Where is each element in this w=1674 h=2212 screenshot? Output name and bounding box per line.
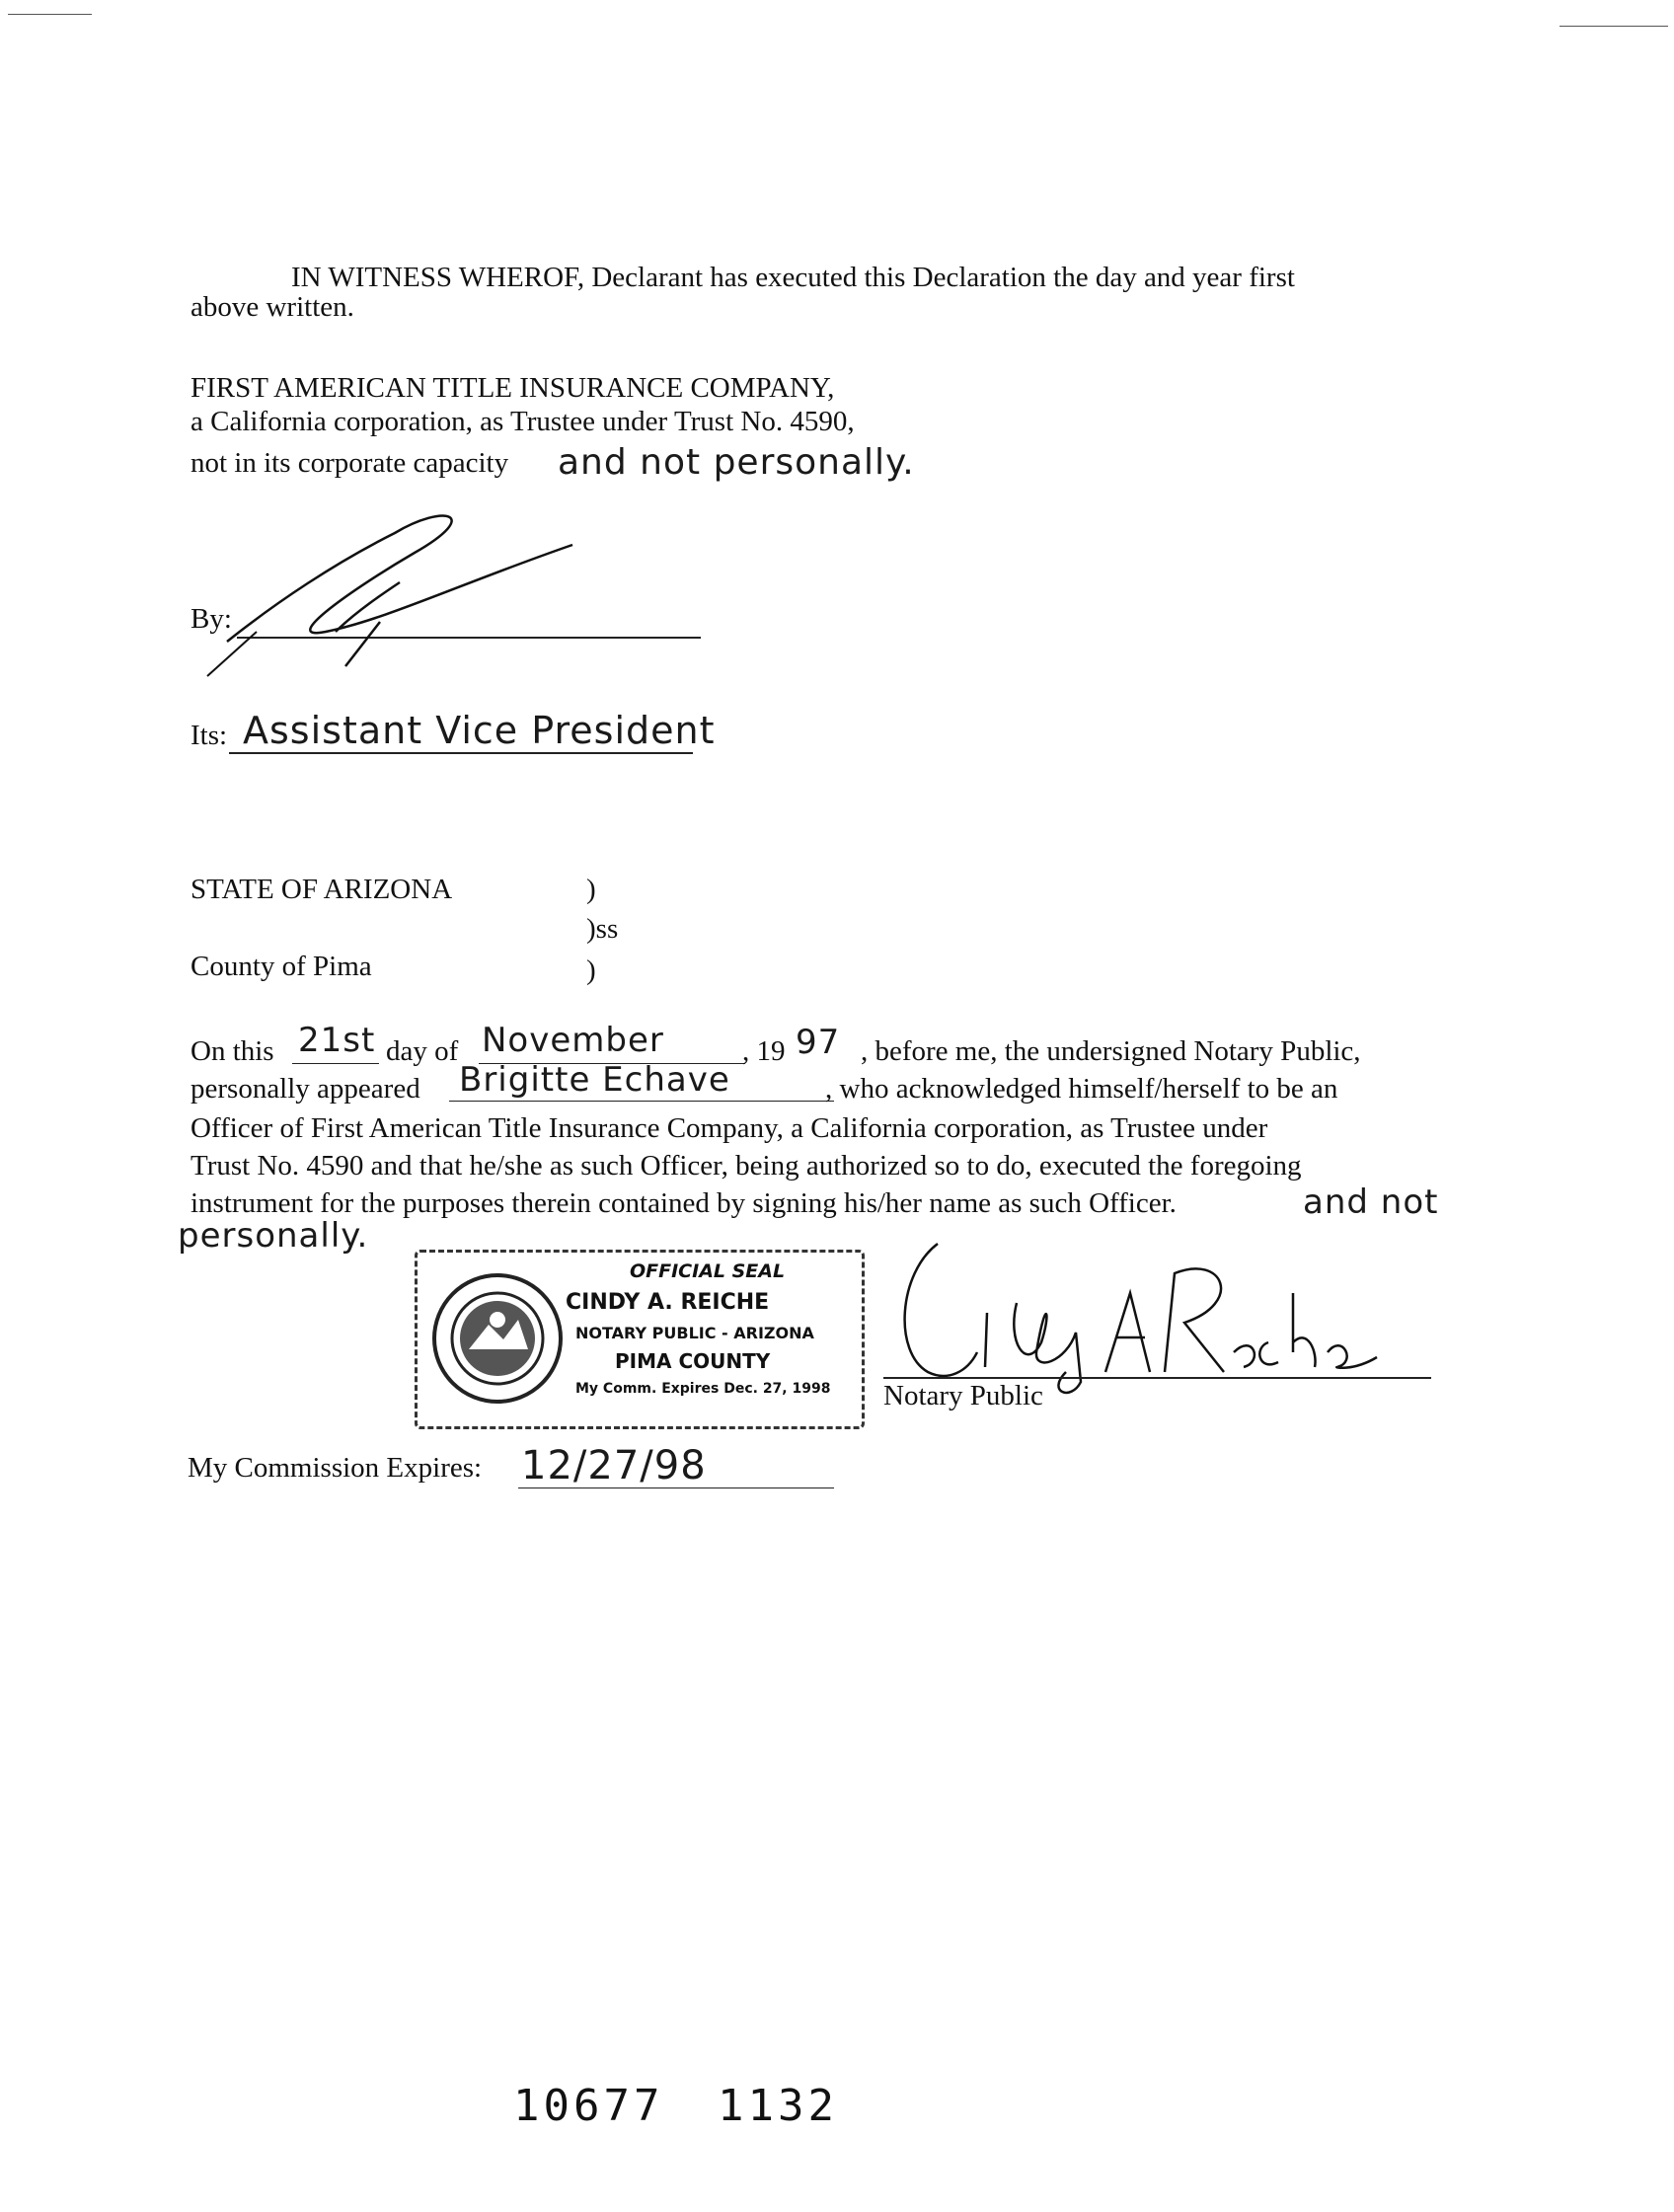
ack-day-of: day of xyxy=(386,1035,459,1067)
company-name: FIRST AMERICAN TITLE INSURANCE COMPANY, xyxy=(190,372,835,404)
ack-month-handwritten: November xyxy=(482,1021,664,1060)
seal-line-2: CINDY A. REICHE xyxy=(566,1290,770,1315)
venue-ss: )ss xyxy=(586,913,619,945)
ack-name-line xyxy=(449,1101,834,1102)
its-label: Its: xyxy=(190,720,228,751)
company-line-3-handwritten: and not personally. xyxy=(558,442,915,483)
ack-before-me: , before me, the undersigned Notary Public, xyxy=(861,1035,1361,1067)
venue-paren-1: ) xyxy=(586,874,596,905)
ack-year-prefix: , 19 xyxy=(742,1035,786,1067)
notary-seal xyxy=(415,1250,865,1429)
ack-line-6-handwritten: personally. xyxy=(178,1216,369,1256)
witness-line-1: IN WITNESS WHEROF, Declarant has executed this Declaration the day and year first xyxy=(291,262,1295,293)
ack-line-5-handwritten: and not xyxy=(1303,1182,1439,1222)
recording-page: 1132 xyxy=(718,2081,838,2131)
ack-on-this: On this xyxy=(190,1035,274,1067)
notary-label: Notary Public xyxy=(883,1380,1043,1411)
venue-county: County of Pima xyxy=(190,951,372,982)
ack-who-acknowledged: , who acknowledged himself/herself to be an xyxy=(825,1073,1338,1105)
by-label: By: xyxy=(190,603,232,635)
ack-line-3: Officer of First American Title Insurance Company, a California corporation, as Trustee under xyxy=(190,1112,1268,1144)
ack-personally-appeared: personally appeared xyxy=(190,1073,420,1105)
seal-line-5: My Comm. Expires Dec. 27, 1998 xyxy=(575,1381,831,1397)
ack-name-handwritten: Brigitte Echave xyxy=(459,1060,730,1100)
officer-signature xyxy=(188,494,602,691)
its-line xyxy=(229,752,693,754)
state-seal-emblem xyxy=(429,1270,566,1407)
ack-year-handwritten: 97 xyxy=(796,1023,841,1062)
company-line-3: not in its corporate capacity xyxy=(190,447,509,479)
ack-line-5: instrument for the purposes therein contained by signing his/her name as such Officer. xyxy=(190,1187,1177,1219)
venue-paren-2: ) xyxy=(586,954,596,986)
company-line-2: a California corporation, as Trustee under Trust No. 4590, xyxy=(190,406,855,437)
recording-docket: 10677 xyxy=(513,2081,664,2131)
witness-line-2: above written. xyxy=(190,291,354,323)
scan-mark-top-left xyxy=(8,14,92,15)
commission-value-handwritten: 12/27/98 xyxy=(521,1443,707,1488)
ack-day-handwritten: 21st xyxy=(298,1021,376,1060)
venue-state: STATE OF ARIZONA xyxy=(190,874,453,905)
commission-label: My Commission Expires: xyxy=(188,1452,483,1484)
scan-mark-top-right xyxy=(1560,26,1668,27)
seal-line-1: OFFICIAL SEAL xyxy=(630,1260,786,1282)
seal-line-3: NOTARY PUBLIC - ARIZONA xyxy=(575,1324,814,1342)
ack-line-4: Trust No. 4590 and that he/she as such Officer, being authorized so to do, executed the foregoing xyxy=(190,1150,1302,1182)
seal-line-4: PIMA COUNTY xyxy=(615,1349,771,1373)
its-value-handwritten: Assistant Vice President xyxy=(243,709,716,752)
ack-day-line xyxy=(292,1063,379,1064)
